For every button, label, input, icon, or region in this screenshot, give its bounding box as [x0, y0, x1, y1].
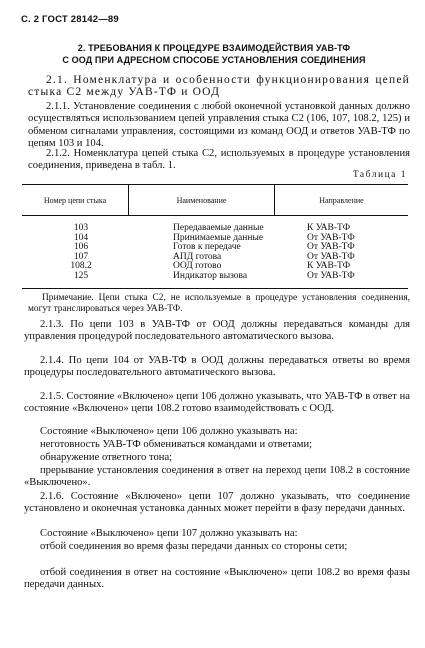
paragraph-2-1-3: 2.1.3. По цепи 103 в УАВ-ТФ от ООД должны передаваться команды для управления процедурой последовательного автоматического вызова.	[24, 319, 410, 343]
table-cell: К УАВ-ТФ	[307, 261, 351, 272]
paragraph-2-1-1: 2.1.1. Установление соединения с любой оконечной установкой данных должно осуществляться использованием цепей управления стыка С2 (106, 107, 108.2, 125) и обменом сигналами управления, состоящими из команд ООД и ответов УАВ-ТФ по цепям 103 и 104.	[28, 101, 410, 149]
table-title: Таблица 1	[352, 170, 407, 180]
table-cell: Готов к передаче	[173, 242, 241, 253]
paragraph-2-1-4: 2.1.4. По цепи 104 от УАВ-ТФ в ООД должны передаваться ответы во время процедуры последовательного автоматического вызова.	[24, 355, 410, 379]
off-106-item-a: неготовность УАВ-ТФ обмениваться командами и ответами;	[40, 439, 313, 450]
table-column-number	[22, 224, 128, 282]
table-cell: От УАВ-ТФ	[307, 270, 355, 281]
paragraph-2-1-6: 2.1.6. Состояние «Включено» цепи 107 должно указывать, что соединение установлено и оконечная установка данных может перейти в фазу передачи данных.	[24, 491, 410, 515]
table-header-number: Номер цепи стыка	[43, 195, 107, 205]
table-cell: Индикатор вызова	[173, 270, 248, 281]
table-cell: 125	[73, 270, 89, 281]
table-header-row	[22, 185, 408, 216]
table-header-direction: Направление	[319, 195, 364, 205]
table-column-name	[128, 224, 273, 282]
table-header-name: Наименование	[128, 185, 275, 215]
off-106-intro: Состояние «Выключено» цепи 106 должно указывать на:	[40, 426, 298, 437]
table-cell: К УАВ-ТФ	[307, 223, 351, 233]
table-cell: 108.2	[70, 261, 92, 272]
off-106-item-c: прерывание установления соединения в ответ на переход цепи 108.2 в состояние «Выключено».	[24, 465, 410, 489]
off-107-item-a: отбой соединения во время фазы передачи данных со стороны сети;	[40, 541, 348, 552]
table-cell: Передаваемые данные	[173, 223, 264, 233]
table-cell: 107	[73, 251, 89, 262]
table-cell: 104	[73, 232, 89, 243]
table-cell: ООД готово	[173, 261, 222, 272]
circuits-table	[22, 184, 408, 289]
paragraph-2-1-5: 2.1.5. Состояние «Включено» цепи 106 должно указывать, что УАВ-ТФ в ответ на состояние «Включено» цепи 108.2 готово взаимодействовать с ООД.	[24, 391, 410, 415]
paragraph-2-1-2: 2.1.2. Номенклатура цепей стыка С2, используемых в процедуре установления соединения, приведена в табл. 1.	[28, 148, 410, 172]
table-body	[22, 216, 408, 288]
table-cell: От УАВ-ТФ	[307, 251, 355, 262]
table-cell: АПД готова	[173, 251, 222, 262]
page-header: С. 2 ГОСТ 28142—89	[21, 14, 119, 25]
section-title-line-2: С ООД ПРИ АДРЕСНОМ СПОСОБЕ УСТАНОВЛЕНИЯ СОЕДИНЕНИЯ	[62, 55, 366, 65]
off-106-item-b: обнаружение ответного тона;	[40, 452, 173, 463]
table-cell: Принимаемые данные	[173, 232, 264, 243]
section-title	[22, 42, 406, 66]
section-title-line-1: 2. ТРЕБОВАНИЯ К ПРОЦЕДУРЕ ВЗАИМОДЕЙСТВИЯ УАВ-ТФ	[77, 43, 351, 53]
table-note: Примечание. Цепи стыка С2, не используемые в процедуре установления соединения, могут транслироваться через УАВ-ТФ.	[28, 293, 410, 314]
table-cell: От УАВ-ТФ	[307, 232, 355, 243]
table-cell: От УАВ-ТФ	[307, 242, 355, 253]
off-107-item-b: отбой соединения в ответ на состояние «Выключено» цепи 108.2 во время фазы передачи данных.	[24, 567, 410, 591]
table-cell: 106	[73, 242, 89, 253]
off-107-intro: Состояние «Выключено» цепи 107 должно указывать на:	[40, 528, 298, 539]
table-cell: 103	[73, 223, 89, 233]
table-column-direction	[273, 224, 406, 282]
paragraph-2-1: 2.1. Номенклатура и особенности функционирования цепей стыка С2 между УАВ-ТФ и ООД	[28, 74, 410, 99]
